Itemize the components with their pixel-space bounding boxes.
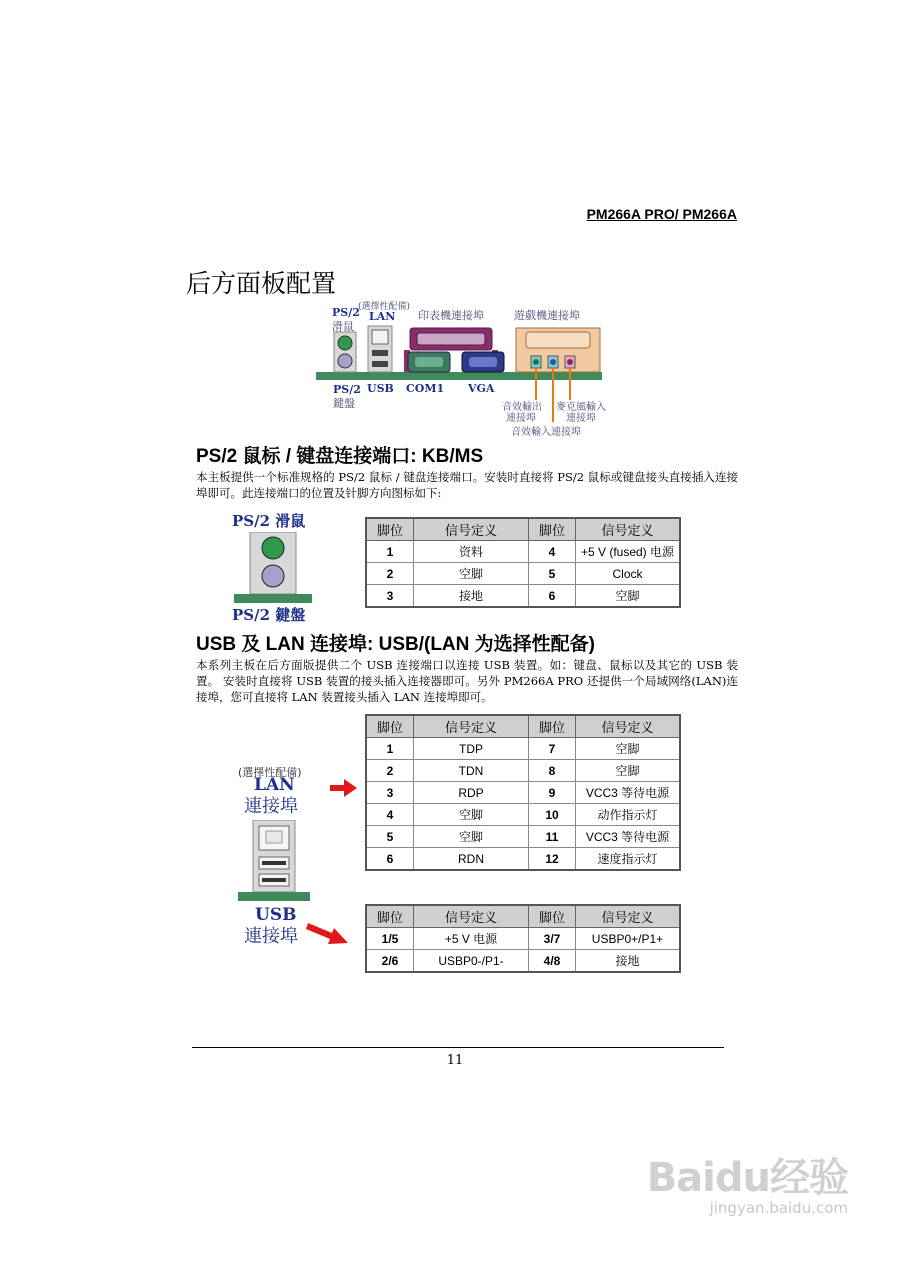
model-header: PM266A PRO/ PM266A (586, 206, 737, 222)
col-header: 信号定义 (576, 905, 681, 928)
game-port (526, 332, 590, 348)
signal-cell: +5 V (fused) 电源 (576, 541, 681, 563)
panel-com1: COM1 (406, 382, 445, 395)
panel-audio-out2: 連接埠 (506, 413, 536, 424)
pin-cell: 1 (366, 738, 414, 760)
pin-cell: 3 (366, 585, 414, 608)
table-row (366, 563, 680, 585)
pin-cell: 2 (366, 760, 414, 782)
col-header: 脚位 (529, 905, 576, 928)
pin-cell: 5 (529, 563, 576, 585)
usb-label: USB (255, 905, 297, 925)
page-title: 后方面板配置 (186, 269, 337, 298)
signal-cell: 接地 (576, 950, 681, 973)
watermark-logo: Baidu经验 (646, 1155, 848, 1201)
panel-ps2-bottom: PS/2 (333, 383, 361, 396)
pin-cell: 7 (529, 738, 576, 760)
lan-usb-connector-image (238, 820, 310, 902)
usb-lan-heading: USB 及 LAN 连接埠: USB/(LAN 为选择性配备) (196, 634, 595, 655)
col-header: 信号定义 (414, 905, 529, 928)
panel-vga: VGA (468, 382, 495, 395)
signal-cell: 空脚 (414, 563, 529, 585)
panel-usb: USB (367, 382, 394, 395)
pin-cell: 6 (366, 848, 414, 871)
pin-cell: 1 (366, 541, 414, 563)
signal-cell: TDN (414, 760, 529, 782)
ps2-pin-table (365, 517, 681, 608)
pin-cell: 12 (529, 848, 576, 871)
ps2-mouse-port (338, 336, 352, 350)
signal-cell: 空脚 (414, 826, 529, 848)
ps2-description: 本主板提供一个标准规格的 PS/2 鼠标 / 键盘连接端口。安装时直接将 PS/2 鼠标或键盘接头直接插入连接埠即可。此连接端口的位置及针脚方向图标如下: (196, 470, 738, 500)
pin-cell: 2 (366, 563, 414, 585)
lan-pin-table (365, 714, 681, 871)
ps2-mouse-label: PS/2 滑鼠 (232, 512, 306, 530)
signal-cell: RDN (414, 848, 529, 871)
pin-cell: 9 (529, 782, 576, 804)
board-strip (316, 372, 602, 380)
panel-audio-out: 音效輸出 (502, 402, 542, 413)
audio-in-jack (550, 359, 556, 365)
page-number: 11 (446, 1053, 464, 1068)
usb-port-2 (372, 361, 388, 367)
lan-label: LAN (254, 775, 295, 795)
pin-cell: 4 (529, 541, 576, 563)
arrow-icon (330, 777, 358, 803)
col-header: 脚位 (366, 518, 414, 541)
lan-optional-label: (選擇性配備) (238, 766, 302, 779)
col-header: 脚位 (529, 715, 576, 738)
panel-ps2-top: PS/2 (332, 306, 360, 319)
table-row (366, 826, 680, 848)
printer-port-body (417, 333, 485, 345)
pin-cell: 8 (529, 760, 576, 782)
signal-cell: VCC3 等待电源 (576, 826, 681, 848)
col-header: 信号定义 (576, 715, 681, 738)
pin-cell: 11 (529, 826, 576, 848)
table-row (366, 950, 680, 973)
pin-cell: 5 (366, 826, 414, 848)
signal-cell: USBP0-/P1- (414, 950, 529, 973)
signal-cell: 空脚 (576, 738, 681, 760)
usb-port-label: 連接埠 (244, 926, 298, 947)
usb-lan-description: 本系列主板在后方面版提供二个 USB 连接端口以连接 USB 装置。如：键盘、鼠标以及其它的 USB 装置。 安装时直接将 USB 装置的接头插入连接器即可。另外 PM266A PRO 还提供一个局域网络(LAN)连接埠，您可直接将 LAN 装置接头插入 LAN 连接埠即可。 (196, 658, 738, 704)
col-header: 脚位 (529, 518, 576, 541)
signal-cell: VCC3 等待电源 (576, 782, 681, 804)
table-row (366, 760, 680, 782)
pin-cell: 4 (366, 804, 414, 826)
usb-pin-table (365, 904, 681, 973)
panel-game: 遊戲機連接埠 (514, 309, 580, 322)
ps2-heading: PS/2 鼠标 / 键盘连接端口: KB/MS (196, 446, 484, 467)
panel-ps2-keyboard: 鍵盤 (333, 397, 355, 410)
signal-cell: 空脚 (576, 760, 681, 782)
pin-cell: 1/5 (366, 928, 414, 950)
footer-rule (192, 1047, 724, 1048)
usb-port-1 (372, 350, 388, 356)
watermark (647, 1146, 848, 1217)
panel-ps2-mouse: 滑鼠 (332, 320, 354, 333)
table-header-row (366, 905, 680, 928)
col-header: 信号定义 (576, 518, 681, 541)
signal-cell: 空脚 (414, 804, 529, 826)
panel-mic2: 連接埠 (566, 413, 596, 424)
table-row (366, 541, 680, 563)
signal-cell: TDP (414, 738, 529, 760)
signal-cell: Clock (576, 563, 681, 585)
ps2-keyboard-label: PS/2 鍵盤 (232, 606, 306, 624)
pin-cell: 2/6 (366, 950, 414, 973)
table-row (366, 585, 680, 608)
pin-cell: 3/7 (529, 928, 576, 950)
panel-printer: 印表機連接埠 (418, 309, 484, 322)
signal-cell: RDP (414, 782, 529, 804)
lan-jack (372, 330, 388, 344)
table-header-row (366, 715, 680, 738)
lan-port-label: 連接埠 (244, 796, 298, 817)
panel-lan-optional: (選擇性配備) (358, 302, 411, 312)
panel-lan: LAN (369, 310, 396, 323)
signal-cell: USBP0+/P1+ (576, 928, 681, 950)
table-row (366, 848, 680, 871)
panel-audio-in: 音效輸入連接埠 (511, 427, 581, 438)
ps2-connector-image (234, 532, 312, 604)
pin-cell: 3 (366, 782, 414, 804)
table-row (366, 804, 680, 826)
col-header: 信号定义 (414, 715, 529, 738)
col-header: 脚位 (366, 905, 414, 928)
watermark-url: jingyan.baidu.com (709, 1199, 848, 1217)
arrow-icon (306, 917, 350, 951)
signal-cell: 资料 (414, 541, 529, 563)
panel-mic: 麥克風輸入 (556, 402, 606, 413)
table-row (366, 928, 680, 950)
pin-cell: 6 (529, 585, 576, 608)
ps2-keyboard-port (338, 354, 352, 368)
pin-cell: 10 (529, 804, 576, 826)
signal-cell: 接地 (414, 585, 529, 608)
mic-jack (567, 359, 573, 365)
signal-cell: 动作指示灯 (576, 804, 681, 826)
table-row (366, 782, 680, 804)
pin-cell: 4/8 (529, 950, 576, 973)
signal-cell: 空脚 (576, 585, 681, 608)
col-header: 脚位 (366, 715, 414, 738)
col-header: 信号定义 (414, 518, 529, 541)
table-header-row (366, 518, 680, 541)
audio-out-jack (533, 359, 539, 365)
table-row (366, 738, 680, 760)
signal-cell: +5 V 电源 (414, 928, 529, 950)
signal-cell: 速度指示灯 (576, 848, 681, 871)
